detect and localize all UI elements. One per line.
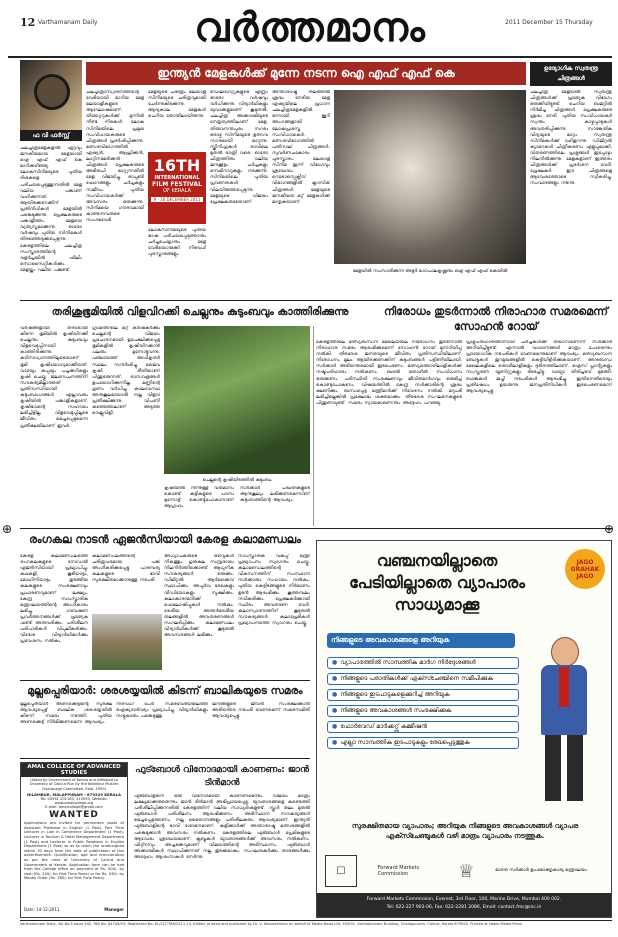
jago-tagline: സുരക്ഷിതമായ വ്യാപാരം; അറിയുക നിങ്ങളുടെ അവകാശങ്ങൾ വ്യാപര എക്സ്ചേഞ്ചുകൾ വഴി മാത്രം വ്യാപാരം നടത്തുക. bbox=[351, 822, 579, 840]
registration-mark-left: ⊕ bbox=[2, 522, 13, 536]
banner-line3: OF KERALA bbox=[163, 188, 191, 194]
jago-right-item: ● വ്യാപാരത്തിൽ സാമ്പത്തിക മാർഗ നിർദ്ദേശങ്ങൾ bbox=[327, 657, 519, 669]
right-col-text: ചലച്ചിത്ര മേളയിൽ സ്വതന്ത്ര ചിത്രങ്ങൾക്ക് പ്രത്യേക വിഭാഗം ഒരുക്കിയിട്ടുണ്ട്. ചെറിയ ബജറ്റിൽ നിർമിച്ച ചിത്രങ്ങൾ പ്രേക്ഷകരുടെ ശ്രദ്ധ നേടി. പുതിയ സംവിധായകർ സ്വന്തം കാഴ്ചപ്പാടുകൾ അവതരിപ്പിക്കുന്നു. സാങ്കേതിക വിദ്യയുടെ മാറ്റം സ്വതന്ത്ര സിനിമകൾക്ക് വഴിതുറന്നു. ഡിജിറ്റൽ ക്യാമറകൾ ചിത്രീകരണം എളുപ്പമാക്കി. വിതരണത്തിലെ പ്രശ്നങ്ങൾ ഇപ്പോഴും നിലനിൽക്കുന്നു. മേളകളാണ് ഇത്തരം ചിത്രങ്ങൾക്ക് പ്രദർശന വേദി. പ്രേക്ഷകർ ഈ ചിത്രങ്ങളെ ആവേശത്തോടെ സ്വീകരിച്ചു. സംവാദങ്ങളും നടന്നു. bbox=[530, 90, 612, 187]
story4-col-4: സാംസ്കാരിക വകുപ്പ് മന്ത്രി പ്രഖ്യാപനം സ്വാഗതം ചെയ്തു. കലാമണ്ഡലത്തിന്റെ വികസനത്തിന് സംസ്ഥാന സർക്കാരും സഹായം നൽകും. പുതിയ കെട്ടിടങ്ങളുടെ നിർമാണം ഉടൻ ആരംഭിക്കും. കൂത്തമ്പലം നവീകരിക്കും. പ്രേക്ഷകർക്കായി സ്ഥിരം അവതരണ വേദി. കലാസ്വാദനത്തിന് കൂടുതൽ സൗകര്യങ്ങൾ. കലാപ്രേമികൾ പ്രഖ്യാപനത്തെ സ്വാഗതം ചെയ്തു. bbox=[238, 554, 310, 627]
lead-col-4: ലോകസിനിമയുടെ പുതിയ ഭാഷ പരിചയപ്പെടുത്താനും ചർച്ചചെയ്യാനും മേള വേദിയൊരുക്കി. നിരവധി പുരസ്കാരങ്ങളും. bbox=[148, 228, 206, 258]
college-address: NILAMBUR, MALAPPURAM - 679329 KERALA bbox=[27, 792, 121, 798]
paper-name-small: Varthamanam Daily bbox=[38, 19, 98, 26]
left-ad-label: ഫ വി ഫർസ്സ് bbox=[20, 130, 82, 141]
lead-headline: ഇന്ത്യൻ മേളകൾക്ക് മുന്നേ നടന്ന ഐ എഫ് എഫ് കെ bbox=[86, 62, 526, 85]
story2-col-2: ഗ്രാമത്തിലെ മറ്റ് കർഷകർക്കും ചെല്ലന്റെ വിജയം പ്രചോദനമായി. ഉപേക്ഷിക്കപ്പെട്ട ഭൂമികളിൽ കൃഷിയിറക്കാൻ പലരും മുന്നോട്ടുവന്നു. പഞ്ചായത്ത് അധികൃതർ സ്ഥലം സന്ദർശിച്ചു. ജൈവ കൃഷി രീതിയാണ് പിന്തുടരുന്നത്. രാസവളങ്ങൾ ഉപയോഗിക്കുന്നില്ല. മണ്ണിന്റെ ഗുണം വർധിച്ചു. കാലാവസ്ഥ അനുകൂലമായാൽ നല്ല വിളവ് പ്രതീക്ഷിക്കുന്നു. വിപണി കണ്ടെത്തലാണ് അടുത്ത വെല്ലുവിളി. bbox=[92, 326, 160, 417]
story3-headline: നിരോധം തുടർന്നാൽ നിരാഹാര സമരമെന്ന് സോഹൻ റോയ് bbox=[384, 305, 608, 333]
jago-right-item: ● നിങ്ങളുടെ ഇടപാടുകളെക്കുറിച്ച് അറിയുക bbox=[327, 689, 519, 701]
jago-right-item: ● എല്ലാ സാമ്പത്തിക ഇടപാടുകളും രേഖപ്പെടുത്തുക bbox=[327, 737, 519, 749]
story4-col-1: കേരള കലാമണ്ഡലത്തെ രംഗകലകളുടെ നോഡൽ ഏജൻസിയായി പ്രഖ്യാപിച്ചു. കഥകളി, കൂടിയാട്ടം, മോഹിനിയാട്ടം തുടങ്ങിയ കലകളുടെ സംരക്ഷണവും പ്രചാരണവുമാണ് ലക്ഷ്യം. കേന്ദ്ര സാംസ്കാരിക മന്ത്രാലയത്തിന്റെ അംഗീകാരം ലഭിച്ചു. ഗവേഷണ പ്രവർത്തനങ്ങൾക്ക് പ്രത്യേക ഫണ്ട് അനുവദിക്കും. പരിശീലന പരിപാടികൾ വിപുലീകരിക്കും. വിദേശ വിദ്യാർഥികൾക്കും പ്രവേശനം നൽകും. bbox=[20, 554, 88, 645]
jago-headline-1: വഞ്ചനയില്ലാതെ bbox=[376, 551, 498, 570]
jago-rights-list bbox=[327, 657, 519, 753]
college-tel: Tel: 04931 201163, 215093, Website: www.amalcollege.org bbox=[40, 797, 108, 806]
story5-col-2: നിരവധി പേർ സമരവേദിയിലെത്തി ഐക്യദാർഢ്യം പ്രഖ്യാപിച്ചു. വിദ്യാർഥികളും നാട്ടുകാരും പങ്കെടുത്തു. bbox=[116, 702, 208, 720]
page-number: 12 bbox=[20, 16, 36, 29]
story2-photo bbox=[164, 326, 310, 474]
story2-col-1: വർഷങ്ങളായി തരിശായി കിടന്ന ഭൂമിയിൽ കൃഷിയിറക്കി ചെല്ലനും കുടുംബവും വിളവെടുപ്പിനായി കാത്തിരിക്കുന്നു. കഠിനാധ്വാനത്തിലൂടെയാണ് ഭൂമി കൃഷിയോഗ്യമാക്കിയത്. വാഴയും കപ്പയും പച്ചക്കറികളും കൃഷി ചെയ്തു. ജലസേചനത്തിന് സൗകര്യമില്ലാത്തത് പ്രതിസന്ധിയായി. കുടുംബാംഗങ്ങൾ എല്ലാവരും കൃഷിയിൽ പങ്കാളികളാണ്. കൃഷിഭവന്റെ സഹായം ലഭിച്ചിട്ടില്ല. വിളവെടുപ്പിലൂടെ ജീവിതം മെച്ചപ്പെടുമെന്ന പ്രതീക്ഷയിലാണ് ഇവർ. bbox=[20, 326, 88, 429]
story5-col-1: മുല്ലപ്പെരിയാർ അണക്കെട്ടിന്റെ സുരക്ഷ ആവശ്യപ്പെട്ട് ബാലിക ശരശയ്യയിൽ കിടന്ന് സമരം നടത്തി. പുതിയ അണക്കെട്ട് നിർമിക്കണമെന്ന ആവശ്യം. bbox=[20, 702, 112, 726]
story2-col-3: കൃഷിയിൽ നിന്നുള്ള വരുമാനം കൊണ്ട് കുട്ടികളുടെ പഠനം മുന്നോട്ട് കൊണ്ടുപോകാനാണ് ആഗ്രഹം. bbox=[164, 486, 234, 510]
divider-story3 bbox=[313, 326, 314, 526]
jago-footer bbox=[317, 893, 611, 917]
lead-photo-caption: മേളയിൽ സംസാരിക്കുന്ന അടൂർ ഗോപാലകൃഷ്ണനും ഐ എഫ് എഫ് കെയിൽ bbox=[352, 269, 508, 274]
college-body: Applications are invited for permanent posts of Assistant Professor in English (1 Post), Part Time Lecturer in Law in Commerce Department (1 Post), Lecturer in Tourism & Hotel Management Department (1 Post) and Lecturer in Public Relations in English Department (1 Post) so as to reach the undersigned within 30 days from the date of publication of this advertisement. Qualification, age and remuneration as per the rules of University of Calicut and Government of Kerala. Application form can be had from the College office on payment of Rs. 500/- by cash (Rs. 250/- for Part Time Posts) or for Rs. 530/- by Money Order (Rs. 265/- for Part Time Posts). bbox=[24, 821, 124, 881]
story2-photo-caption: ചെല്ലന്റെ കൃഷിയിടത്തിൽ കുടുംബം bbox=[202, 478, 272, 483]
story4-photo bbox=[92, 614, 162, 670]
story3-col-2: പ്രശ്നപരിഹാരത്തിനായി ചർച്ചകൾക്ക് തയാറാണെന്ന് സർക്കാർ അറിയിച്ചിട്ടുണ്ട്. എന്നാൽ വാഗ്ദാനങ്ങൾ മാത്രം പോരെന്നും പ്രായോഗിക നടപടികൾ വേണമെന്നുമാണ് ആവശ്യം. മത്സ്യബന്ധന ബോട്ടുകൾ തുറമുഖങ്ങളിൽ കെട്ടിയിട്ടിരിക്കുകയാണ്. അനുബന്ധ മേഖലകളിലെ തൊഴിലാളികളും ദുരിതത്തിലാണ്. ഐസ് പ്ലാന്റുകളും സംസ്കരണ യൂണിറ്റുകളും അടച്ചിട്ടു. വായ്പാ തിരിച്ചടവ് മുടങ്ങി. ബാങ്കുകൾ ജപ്തി നടപടികൾ ആരംഭിച്ചു. ഇതിനെതിരെയും പ്രതിഷേധം ഉയരുന്നു. ജനപ്രതിനിധികൾ ഇടപെടണമെന്ന് ആവശ്യപ്പെട്ടു. bbox=[466, 340, 612, 394]
college-subtitle: (Aided by Government of Kerala and Affiliated to University of Calicut Run by the Nilambur Muslim Orphanage Committee, Estd. 1959) bbox=[29, 778, 119, 791]
registration-mark-right: ⊕ bbox=[604, 522, 615, 536]
lead-col-3: മേളയുടെ ചരിത്രം മലയാള സിനിമയുടെ ചരിത്രവുമായി ചേർന്നുകിടക്കുന്നു. ആദ്യകാല മേളകൾ ചെറിയ തോതിലായിരുന്നു. bbox=[148, 90, 206, 120]
story6-col-1: ഫുട്ബോളിനെ ഒരു വിനോദമായി കാണണമെന്നും വിജയം മാത്രം ലക്ഷ്യമാക്കരുതെന്നും ജാൻ ടിൻമാൻ അഭിപ്രായപ്പെട്ടു. യുവതാരങ്ങളെ കണ്ടെത്തി പരിശീലിപ്പിക്കുന്നതിൽ കേരളത്തിന് വലിയ സാധ്യതകളുണ്ട്. സ്കൂൾ തലം മുതൽ ഫുട്ബോൾ പരിശീലനം ആരംഭിക്കണം. അടിസ്ഥാന സൗകര്യങ്ങൾ മെച്ചപ്പെടുത്തണം. നല്ല മൈതാനങ്ങളും പരിശീലകരും ആവശ്യമാണ്. ഇന്ത്യൻ ഫുട്ബോളിന്റെ ഭാവി ശോഭനമാണ്. കളിക്കാർക്ക് അന്താരാഷ്ട്ര മത്സരങ്ങളിൽ പങ്കെടുക്കാൻ അവസരം നൽകണം. കേരളത്തിലെ ഫുട്ബോൾ പ്രേമികളുടെ ആവേശം ശ്രദ്ധേയമാണ്. ക്ലബ്ബുകൾ യുവതാരങ്ങൾക്ക് അവസരം നൽകണം. ഫിറ്റ്നസും അച്ചടക്കവുമാണ് വിജയത്തിന്റെ അടിസ്ഥാനം. ഫുട്ബോൾ അക്കാദമികൾ സ്ഥാപിക്കുന്നത് നല്ല തുടക്കമാകും. സംഘാടകർക്കും താരങ്ങൾക്കും അദ്ദേഹം ആശംസകൾ നേർന്നു. bbox=[134, 794, 310, 860]
footer-imprint: Varthamanam Daily, Vol No.5 Issue 342, RNI No. 84708/03, Registered No. KL/CLT/788/2011-13, Edited, printed and published by Dr. V. Abdurahiman on behalf of Media News Ltd, 59/001, Varthamanam Building, Chalappuram, Calicut, Kerala 673002, Printed at Noble Media Press. bbox=[20, 922, 524, 926]
section-rule-3 bbox=[20, 680, 310, 681]
lead-col-6: അന്താരാഷ്ട്ര തലത്തിൽ ശ്രദ്ധ നേടിയ മേള ഏഷ്യയിലെ പ്രധാന ചലച്ചിത്രമേളകളിൽ ഒന്നായി. ജൂറി അംഗങ്ങളായി ലോകപ്രശസ്ത സംവിധായകർ. മത്സരവിഭാഗത്തിൽ പതിനാല് ചിത്രങ്ങൾ. സുവർണചകോരം പുരസ്കാരം. മലയാള സിനിമ ഇന്ന് വിഭാഗവും ശ്രദ്ധേയം. റെട്രോസ്പെക്റ്റീവ് വിഭാഗങ്ങളിൽ ക്ലാസിക് ചിത്രങ്ങൾ. മേളയുടെ ജനകീയത മറ്റ് മേളകൾക്ക് മാതൃകയാണ്. bbox=[272, 90, 330, 205]
section-rule-2 bbox=[20, 528, 612, 529]
college-date: Date: 14-12-2011 bbox=[24, 907, 60, 913]
story2-headline: തരിശുഭൂമിയിൽ വിളവിറക്കി ചെല്ലനും കുടുംബവും കാത്തിരിക്കുന്നു bbox=[51, 306, 349, 318]
story5-col-3: ജനങ്ങളുടെ ജീവൻ സംരക്ഷിക്കാൻ അടിയന്തര നടപടി വേണമെന്ന് സമരസമിതി ആവശ്യപ്പെട്ടു. bbox=[212, 702, 310, 720]
masthead-title: വർത്തമാനം bbox=[194, 4, 426, 51]
jago-right-item: ● നിങ്ങളുടെ അവകാശങ്ങൾ സംരക്ഷിക്കുക bbox=[327, 705, 519, 717]
fmc-label: Forward Markets Commission bbox=[377, 865, 420, 877]
lead-col-1: ചലച്ചിത്രമേളകളിൽ ഏറ്റവും ജനകീയമായ മേളയായി ഐ എഫ് എഫ് കെ മാറിക്കഴിഞ്ഞു. ലോകസിനിമയുടെ പുതിയ ദിശകളെ പരിചയപ്പെടുത്തുന്നതിൽ മേള വലിയ പങ്കാണ് വഹിക്കുന്നത്. ആയിരക്കണക്കിന് പ്രതിനിധികൾ മേളയിൽ പങ്കെടുക്കുന്നു. പ്രേക്ഷകരുടെ പങ്കാളിത്തം മേളയെ വ്യത്യസ്തമാക്കുന്നു. ഓരോ വർഷവും പുതിയ സിനിമകൾ തിരഞ്ഞെടുക്കപ്പെടുന്നു. കേരളത്തിലെ ചലച്ചിത്ര സംസ്കാരത്തിന്റെ വളർച്ചയിൽ ഫിലിം സൊസൈറ്റികൾക്കും മേളയ്ക്കും വലിയ പങ്കുണ്ട്. bbox=[20, 146, 82, 273]
banner-line2: FILM FESTIVAL bbox=[152, 181, 202, 188]
film-reel-icon bbox=[34, 74, 70, 110]
story6-headline: ഫുട്ബോൾ വിനോദമായി കാണണം: ജാൻ ടിൻമാൻ bbox=[135, 765, 309, 788]
college-title: AMAL COLLEGE OF ADVANCED STUDIES bbox=[21, 763, 127, 777]
jago-footer-line1: Forward Markets Commission, Everest, 3rd Floor, 100, Marine Drive, Mumbai 400 002. bbox=[366, 897, 562, 902]
jago-badge bbox=[565, 549, 605, 589]
section-rule-1 bbox=[20, 300, 612, 301]
story3-col-1: കേരളത്തിലെ മത്സ്യബന്ധന മേഖലയിലെ നിരോധനം തുടർന്നാൽ നിരാഹാര സമരം ആരംഭിക്കുമെന്ന് സോഹൻ റോയ് മുന്നറിയിപ്പ് നൽകി. തീരദേശ ജനതയുടെ ജീവിതം പ്രതിസന്ധിയിലാണ്. നിരോധനം മൂലം ആയിരക്കണക്കിന് കുടുംബങ്ങൾ പട്ടിണിയിലായി. സർക്കാർ അടിയന്തരമായി ഇടപെടണം. മത്സ്യത്തൊഴിലാളികൾക്ക് നഷ്ടപരിഹാരം നൽകണം. ബദൽ തൊഴിൽ സംവിധാനം ഒരുക്കണം. പരിസ്ഥിതി സംരക്ഷണവും ജീവിതമാർഗവും ഒരുമിച്ച് കൊണ്ടുപോകണം. വിഷയത്തിൽ കേന്ദ്ര സർക്കാരിന്റെ ശ്രദ്ധ ക്ഷണിക്കും. ബന്ധപ്പെട്ട മന്ത്രിമാർക്ക് നിവേദനം നൽകി. മറുപടി ലഭിച്ചില്ലെങ്കിൽ പ്രക്ഷോഭം ശക്തമാക്കും. തീരദേശ സംഘടനകളുടെ പിന്തുണയുണ്ട്. സമരം ന്യായമാണെന്നും അദ്ദേഹം പറഞ്ഞു. bbox=[316, 340, 462, 406]
masthead-rule bbox=[8, 56, 612, 58]
jago-logo-row bbox=[325, 853, 605, 889]
section-rule-4 bbox=[20, 758, 310, 759]
fmc-logo-icon: ☐ bbox=[325, 855, 357, 887]
college-wanted: WANTED bbox=[49, 810, 99, 821]
jago-headline-2: പേടിയില്ലാതെ വ്യാപാരം bbox=[349, 573, 525, 592]
jago-right-item: ● ഫോർവേഡ് മാർക്കറ്റ്സ് കമ്മീഷൻ bbox=[327, 721, 519, 733]
left-photo-ad bbox=[20, 60, 82, 130]
footer-rule bbox=[20, 920, 612, 921]
lead-photo bbox=[334, 90, 526, 264]
college-ad bbox=[20, 762, 128, 918]
lead-col-5: ഡെലിഗേറ്റുകളുടെ എണ്ണം ഓരോ വർഷവും വർധിക്കുന്നു. വിദ്യാർഥികളും യുവാക്കളുമാണ് കൂടുതൽ. ചലച്ചിത്ര അക്കാദമിയുടെ നേതൃത്വത്തിലാണ് മേള. തിരുവനന്തപുരം നഗരം ഒരാഴ്ച സിനിമയുടെ ഉത്സവ നഗരമായി മാറുന്നു. സ്ക്രീനിംഗുകൾ രാവിലെ മുതൽ രാത്രി വരെ. ഓരോ ചിത്രത്തിനും വലിയ ജനക്കൂട്ടം. ചർച്ചകളും സെമിനാറുകളും നടക്കുന്നു. സിനിമയിലെ പുതിയ പ്രവണതകൾ വിലയിരുത്തപ്പെടുന്നു. മേളയുടെ വിജയം പ്രേക്ഷകരുടേതാണ്. bbox=[210, 90, 268, 205]
story4-col-2: കലാമണ്ഡലത്തിന്റെ ചരിത്രപരമായ പങ്ക് അംഗീകരിക്കപ്പെട്ടു. പാരമ്പര്യ കലകളുടെ ഭാവി സുരക്ഷിതമാക്കാനുള്ള നടപടി. bbox=[92, 554, 160, 584]
jago-headline-3: സാധ്യമാക്കൂ bbox=[394, 595, 480, 614]
jago-right-item: ● നിങ്ങളുടെ പരാതികൾക്ക് എക്സ്ചേഞ്ചിനെ സമീപിക്കുക bbox=[327, 673, 519, 685]
ministry-text: ഭാരത സർക്കാർ ഉപഭോക്തൃകാര്യ മന്ത്രാലയം bbox=[494, 868, 588, 873]
consumer-figure-icon bbox=[525, 637, 605, 807]
college-email: E-mail: amalcollege@gmail.com bbox=[45, 805, 103, 810]
jago-ad bbox=[316, 540, 612, 918]
story4-headline: രംഗകല നാടൻ ഏജൻസിയായി കേരള കലാമണ്ഡലം bbox=[29, 533, 301, 546]
jago-badge-text: JAGO GRAHAK JAGO bbox=[570, 558, 600, 580]
jago-footer-line2: Tel: 022-227 903-06, Fax: 022-2281 2086, Email: contact.fmc@nic.in bbox=[386, 905, 542, 910]
story4-col-3: അധ്യാപകരുടെ ഒഴിവുകൾ നികത്തും. ഗുരുകുല സമ്പ്രദായം നിലനിർത്തിക്കൊണ്ട് ആധുനിക സൗകര്യങ്ങൾ ഒരുക്കും. ഡിജിറ്റൽ ആർക്കൈവ് സ്ഥാപിക്കും. അപൂർവ രേഖകളും വീഡിയോകളും സൂക്ഷിക്കും. കലാകാരന്മാർക്ക് ഫെലോഷിപ്പുകൾ നൽകും. ദേശീയ അന്തർദേശീയ തലങ്ങളിൽ അവതരണങ്ങൾ സംഘടിപ്പിക്കും. കലാമണ്ഡലം വിദ്യാർഥികൾക്ക് കൂടുതൽ അവസരങ്ങൾ ലഭിക്കും. bbox=[164, 554, 234, 639]
banner-dates: 9 - 16 DECEMBER 2011 bbox=[151, 197, 203, 202]
story5-headline: മുല്ലപ്പെരിയാർ: ശരശയ്യയിൽ കിടന്ന് ബാലികയുടെ സമരം bbox=[27, 685, 303, 697]
emblem-icon: ♕ bbox=[458, 860, 475, 882]
banner-number: 16TH bbox=[153, 156, 201, 175]
jago-rights-title: നിങ്ങളുടെ അവകാശങ്ങളെ അറിയുക bbox=[327, 633, 515, 648]
banner-line1: INTERNATIONAL bbox=[154, 175, 200, 181]
college-signatory: Manager bbox=[104, 907, 124, 913]
right-col-headline: ഉദ്യോഗിക സ്വതന്ത്ര ചിത്രങ്ങൾ bbox=[530, 62, 612, 86]
story2-col-4: സർക്കാർ പദ്ധതികളുടെ ആനുകൂല്യം ലഭിക്കണമെന്നാണ് കുടുംബത്തിന്റെ ആവശ്യം. bbox=[240, 486, 310, 504]
date-line: 2011 December 15 Thursday bbox=[505, 19, 593, 26]
lead-col-2: ചലച്ചിത്രാസ്വാദനത്തിന്റെ വേദിയായി മാറിയ മേള മലയാളികളുടെ ആഘോഷമാണ്. തിയേറ്ററുകൾക്ക് മുന്നിൽ നീണ്ട നിരകൾ. ലോക സിനിമയിലെ പ്രമുഖ സംവിധായകരുടെ ചിത്രങ്ങൾ പ്രദർശിപ്പിക്കുന്നു. മത്സരവിഭാഗത്തിൽ ഏഷ്യൻ, ആഫ്രിക്കൻ, ലാറ്റിനമേരിക്കൻ ചിത്രങ്ങൾ. പ്രേക്ഷകരുടെ അഭിരുചി മാറ്റുന്നതിൽ മേള വിജയിച്ചു. ഓപ്പൺ ഫോറങ്ങളും ചർച്ചകളും സജീവം. പുതിയ സംവിധായകർക്ക് അവസരം ഒരുക്കുന്നു. സിനിമയെ ഗൗരവമായി കാണുന്നവരുടെ സംഗമവേദി. bbox=[86, 90, 144, 223]
iffk-banner bbox=[148, 152, 206, 224]
